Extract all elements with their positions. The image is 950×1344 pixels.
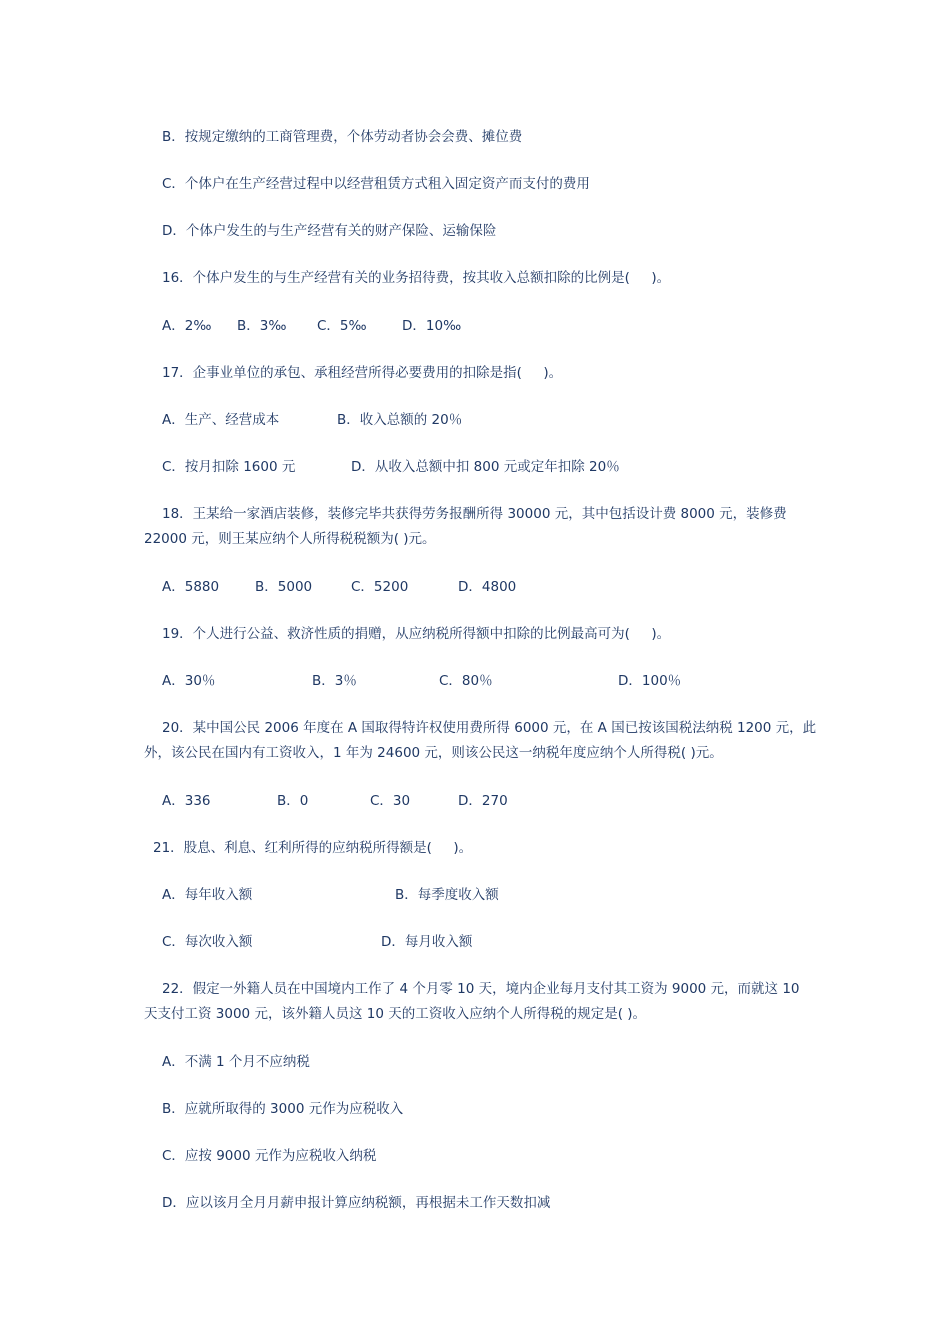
q20-option-b: B．0 [277,793,309,809]
option-d-prev: D．个体户发生的与生产经营有关的财产保险、运输保险 [162,223,497,239]
q17-option-b: B．收入总额的 20％ [337,412,463,428]
q16-option-c: C．5‰ [317,318,367,334]
q20-option-a: A．336 [162,793,211,809]
q16-option-b: B．3‰ [237,318,287,334]
q21-option-c: C．每次收入额 [162,934,253,950]
q18-option-a: A．5880 [162,579,220,595]
q22-option-a: A．不满 1 个月不应纳税 [162,1054,310,1070]
q17-option-c: C．按月扣除 1600 元 [162,459,296,475]
q16-option-a: A．2‰ [162,318,212,334]
question-17: 17．企事业单位的承包、承租经营所得必要费用的扣除是指( )。 [162,365,563,381]
q19-option-d: D．100％ [618,673,682,689]
q21-option-b: B．每季度收入额 [395,887,499,903]
q19-option-a: A．30％ [162,673,216,689]
q20-option-c: C．30 [370,793,411,809]
q22-option-b: B．应就所取得的 3000 元作为应税收入 [162,1101,404,1117]
question-21: 21．股息、利息、红利所得的应纳税所得额是( )。 [153,840,473,856]
question-19: 19．个人进行公益、救济性质的捐赠，从应纳税所得额中扣除的比例最高可为( )。 [162,626,671,642]
q19-option-b: B．3％ [312,673,357,689]
q22-option-c: C．应按 9000 元作为应税收入纳税 [162,1148,377,1164]
option-b-prev: B．按规定缴纳的工商管理费，个体劳动者协会会费、摊位费 [162,129,523,145]
q19-option-c: C．80％ [439,673,493,689]
q18-option-b: B．5000 [255,579,313,595]
q21-option-d: D．每月收入额 [381,934,473,950]
q17-option-a: A．生产、经营成本 [162,412,280,428]
q16-option-d: D．10‰ [402,318,462,334]
question-16: 16．个体户发生的与生产经营有关的业务招待费，按其收入总额扣除的比例是( )。 [162,270,671,286]
option-c-prev: C．个体户在生产经营过程中以经营租赁方式租入固定资产而支付的费用 [162,176,590,192]
question-20: 20．某中国公民 2006 年度在 A 国取得特许权使用费所得 6000 元，在 A 国已按该国税法纳税 1200 元，此外，该公民在国内有工资收入，1 年为 24600 元，则该公民这一纳税年度应纳个人所得税( )元。 [144,720,817,761]
question-22: 22．假定一外籍人员在中国境内工作了 4 个月零 10 天，境内企业每月支付其工资为 9000 元，而就这 10 天支付工资 3000 元，该外籍人员这 10 天的工资收入应纳个人所得税的规定是( )。 [144,981,800,1022]
q17-option-d: D．从收入总额中扣 800 元或定年扣除 20％ [351,459,620,475]
q20-option-d: D．270 [458,793,508,809]
q21-option-a: A．每年收入额 [162,887,253,903]
q18-option-d: D．4800 [458,579,517,595]
q18-option-c: C．5200 [351,579,409,595]
question-18: 18．王某给一家酒店装修，装修完毕共获得劳务报酬所得 30000 元，其中包括设计费 8000 元，装修费 22000 元，则王某应纳个人所得税税额为( )元。 [144,506,787,547]
q22-option-d: D．应以该月全月月薪申报计算应纳税额，再根据未工作天数扣减 [162,1195,551,1211]
